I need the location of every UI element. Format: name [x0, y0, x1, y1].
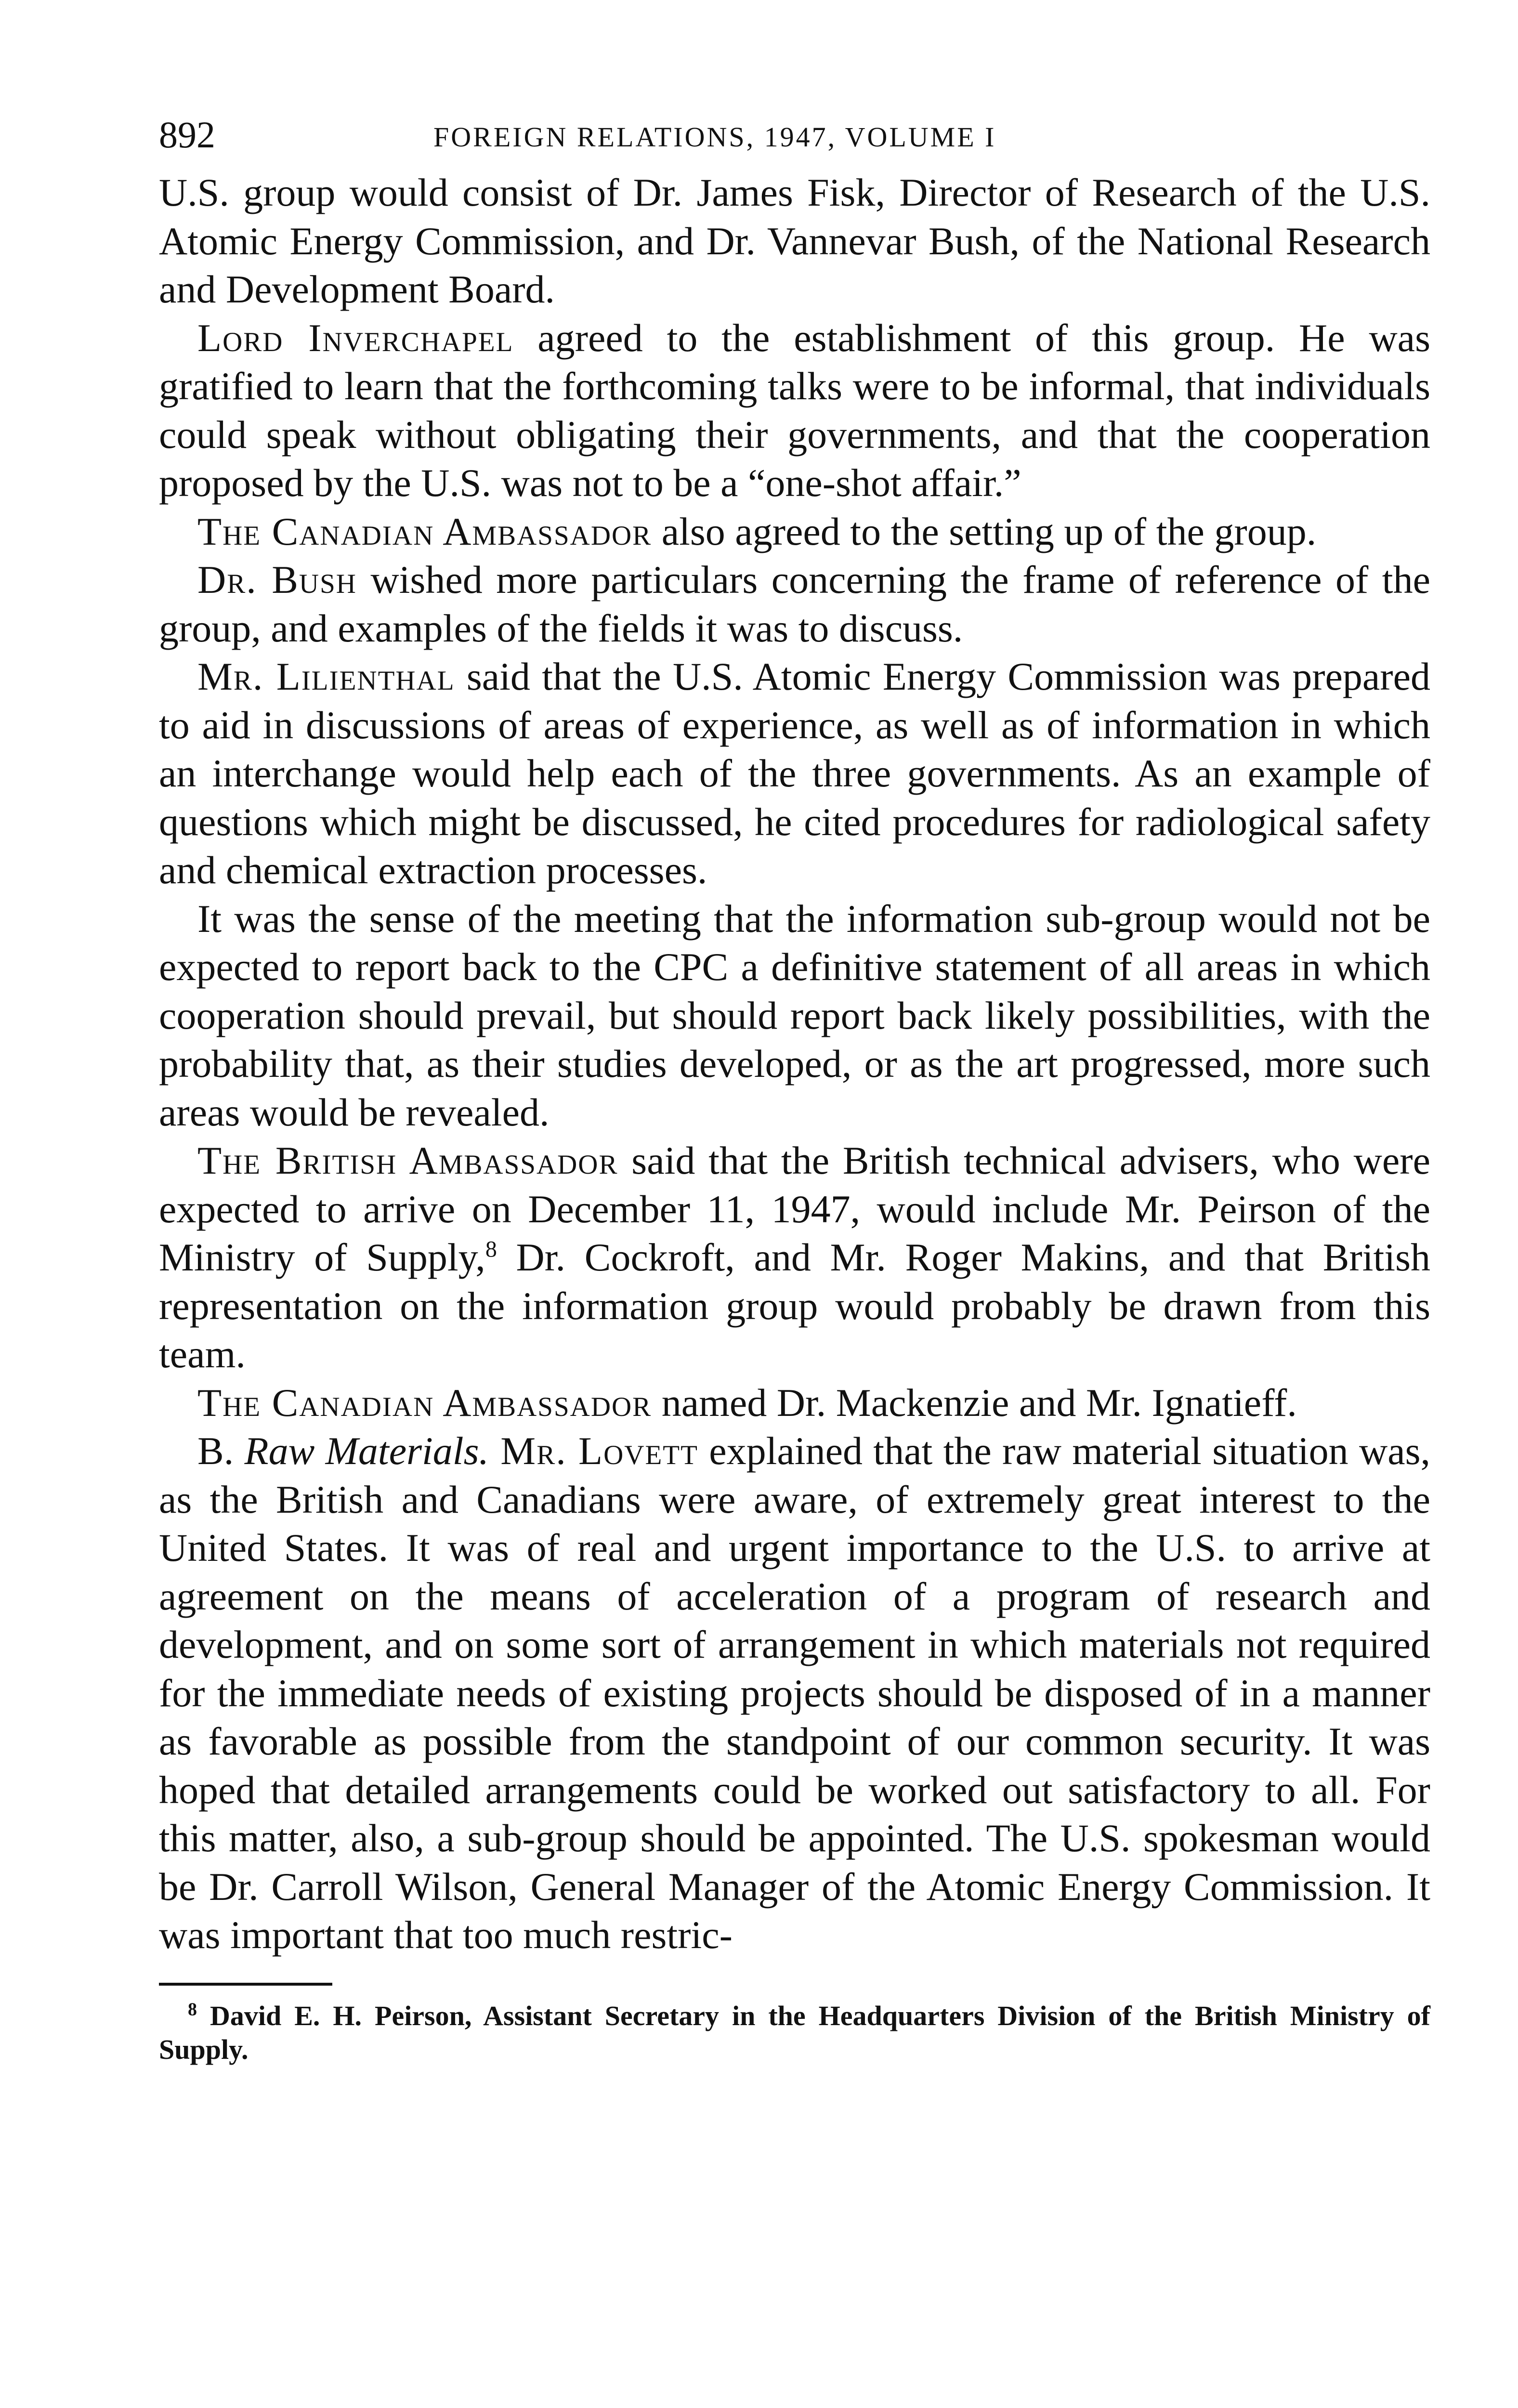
page-header [159, 111, 1430, 169]
footnote-divider [159, 1983, 332, 1986]
speaker-name: Mr. Lilienthal [197, 654, 455, 698]
paragraph-text: explained that the raw material situation was, as the British and Canadians were aware, of extremely great interest to the United States. It was of real and urgent importance to the U.S. to arrive at agreement on the means of acceleration of a program of research and development, and on some sort of arrangement in which materials not required for the immediate needs of existing projects should be disposed of in a manner as favorable as possible from the standpoint of our common security. It was hoped that detailed arrangements could be worked out satisfactory to all. For this matter, also, a sub-group should be appointed. The U.S. spokesman would be Dr. Carroll Wilson, General Manager of the Atomic Energy Commission. It was important that too much restric- [159, 1429, 1430, 1957]
paragraph-text: wished more particulars concerning the frame of reference of the group, and examples of the fields it was to discuss. [159, 558, 1430, 650]
paragraph [159, 1427, 1430, 1960]
footnote [159, 1999, 1430, 2067]
footnote-reference: 8 [485, 1236, 497, 1262]
paragraph [159, 508, 1430, 556]
body-text [159, 169, 1430, 1960]
section-letter: B. [197, 1429, 245, 1473]
footnote-marker: 8 [188, 1999, 197, 2020]
paragraph [159, 653, 1430, 895]
section-heading: Raw Materials. [244, 1429, 489, 1473]
running-title: FOREIGN RELATIONS, 1947, VOLUME I [433, 121, 996, 153]
speaker-name: The Canadian Ambassador [197, 1380, 652, 1425]
document-page [159, 111, 1430, 2067]
paragraph-text: named Dr. Mackenzie and Mr. Ignatieff. [652, 1380, 1297, 1425]
speaker-name: Lord Inverchapel [197, 315, 514, 360]
speaker-name: The British Ambassador [197, 1139, 618, 1182]
footnote-text: David E. H. Peirson, Assistant Secretary in the Headquarters Division of the British Ministry of Supply. [159, 2000, 1430, 2065]
paragraph-text: It was the sense of the meeting that the information sub-group would not be expected to report back to the CPC a definitive statement of all areas in which cooperation should prevail, but should report back likely possibilities, with the probability that, as their studies developed, or as the art progressed, more such areas would be revealed. [159, 896, 1430, 1134]
paragraph-continuation [159, 169, 1430, 314]
paragraph [159, 1137, 1430, 1379]
paragraph-text: also agreed to the setting up of the group. [652, 509, 1317, 553]
paragraph-text: Dr. Cockroft, and Mr. Roger Makins, and that British representation on the information group would probably be drawn from this team. [159, 1235, 1430, 1376]
speaker-name: Dr. Bush [197, 558, 357, 602]
paragraph-text: U.S. group would consist of Dr. James Fisk, Director of Research of the U.S. Atomic Energy Commission, and Dr. Vannevar Bush, of the National Research and Development Board. [159, 170, 1430, 311]
paragraph-text: agreed to the establishment of this group. He was gratified to learn that the forthcoming talks were to be informal, that individuals could speak without obligating their governments, and that the cooperation proposed by the U.S. was not to be a “one-shot affair.” [159, 315, 1430, 505]
paragraph [159, 1379, 1430, 1427]
paragraph-text: said that the British technical advisers, who were expected to arrive on December 11, 1947, would include Mr. Peirson of the Ministry of Supply, [159, 1139, 1430, 1279]
paragraph [159, 556, 1430, 653]
paragraph-text: said that the U.S. Atomic Energy Commission was prepared to aid in discussions of areas of experience, as well as of information in which an interchange would help each of the three governments. As an example of questions which might be discussed, he cited procedures for radiological safety and chemical extraction processes. [159, 654, 1430, 892]
paragraph [159, 895, 1430, 1137]
speaker-name: Mr. Lovett [488, 1429, 698, 1473]
paragraph [159, 314, 1430, 508]
page-number: 892 [159, 114, 215, 156]
speaker-name: The Canadian Ambassador [197, 509, 652, 553]
